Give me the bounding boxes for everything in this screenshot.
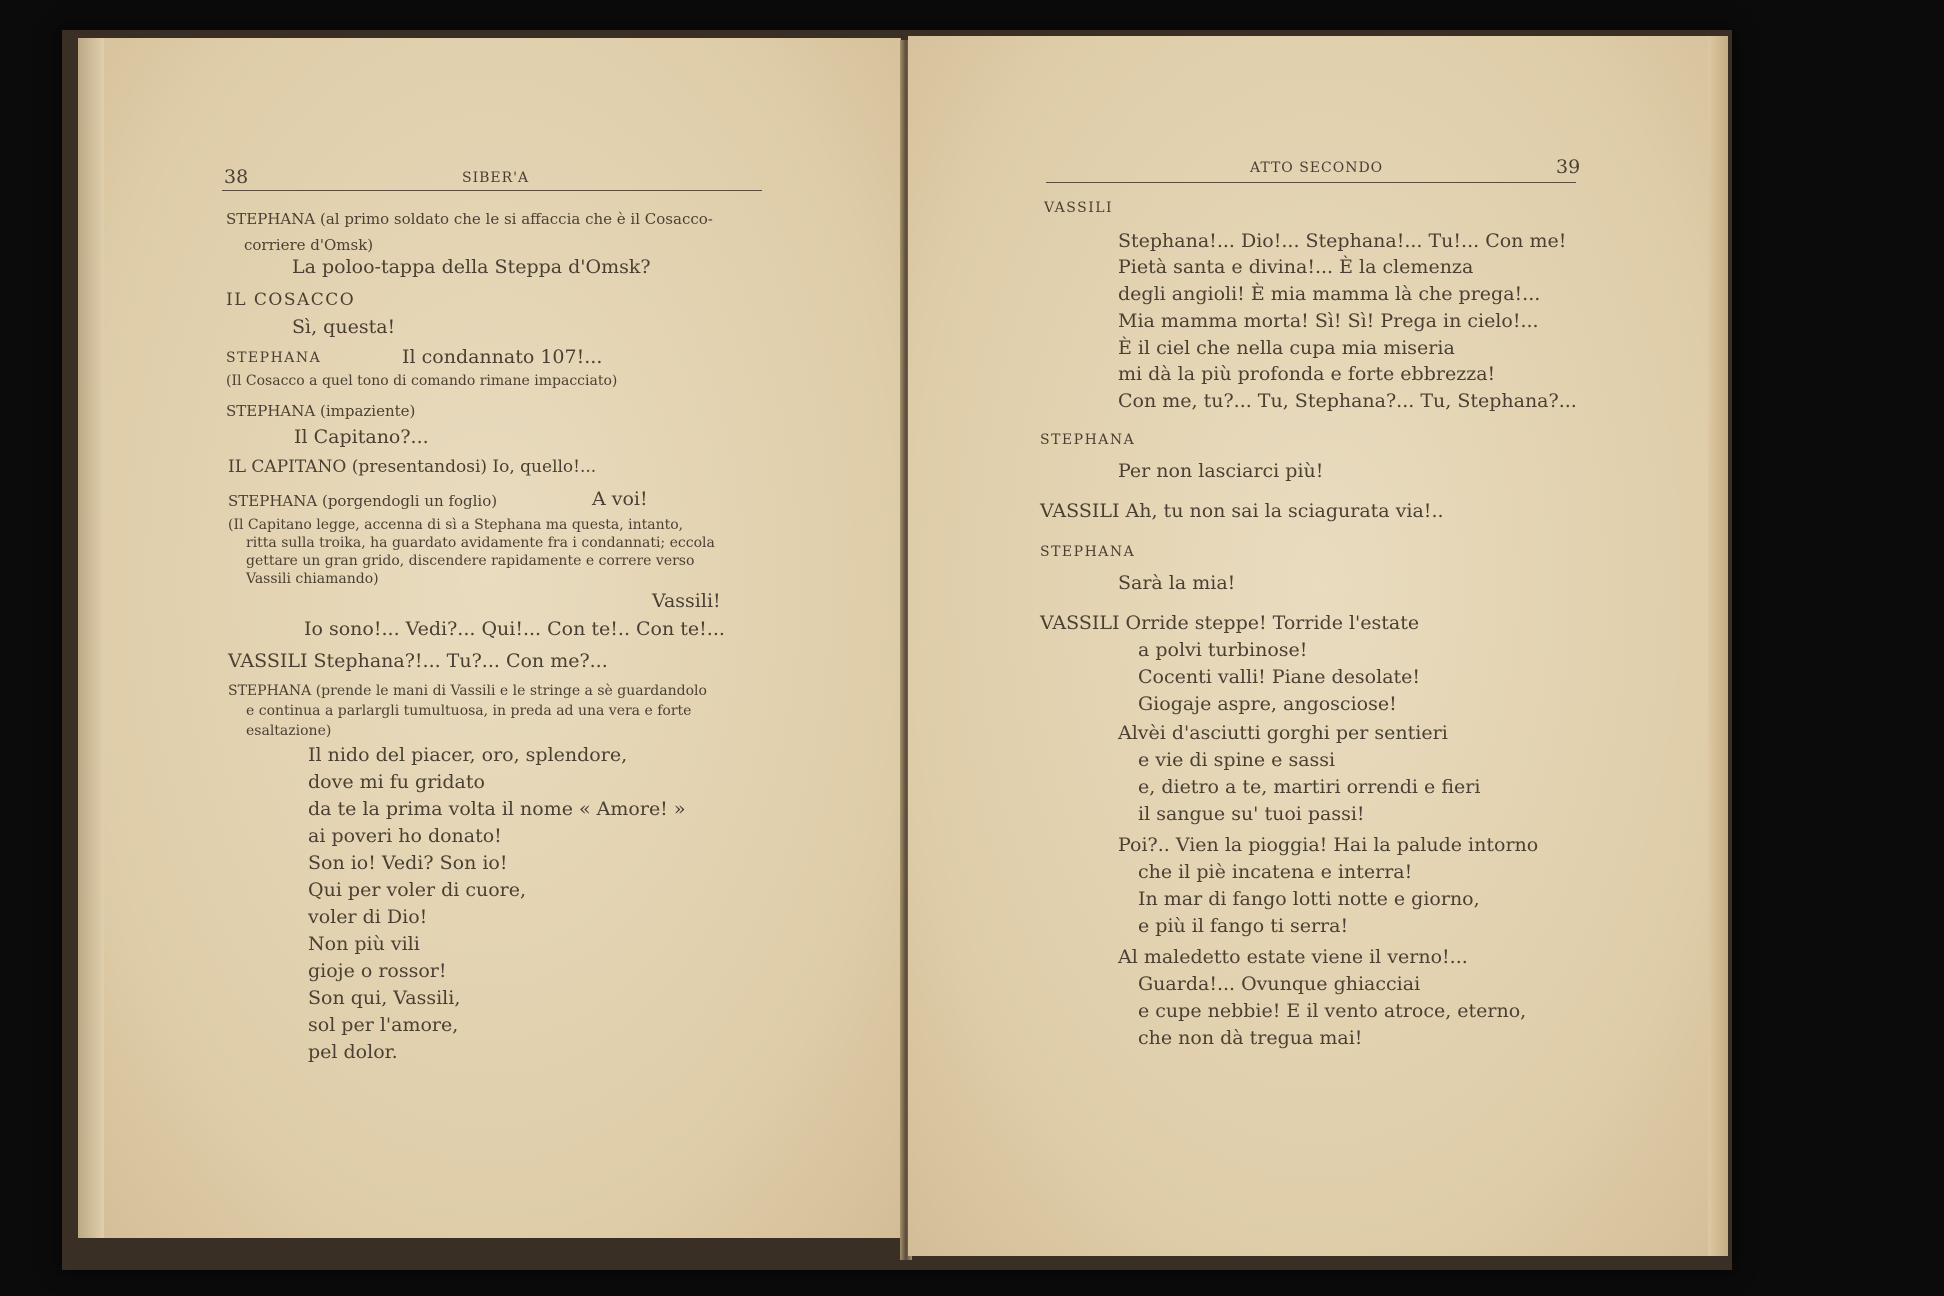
verse-line: pel dolor. xyxy=(308,1041,398,1063)
verse-line: che il piè incatena e interra! xyxy=(1138,861,1413,883)
right-page xyxy=(908,36,1728,1256)
verse-line: gioje o rossor! xyxy=(308,960,447,982)
verse-line: Non più vili xyxy=(308,933,420,955)
verse-line: Al maledetto estate viene il verno!... xyxy=(1118,946,1468,968)
verse-line: Per non lasciarci più! xyxy=(1118,460,1324,482)
verse-line: Sarà la mia! xyxy=(1118,572,1236,594)
verse-line: Son qui, Vassili, xyxy=(308,987,461,1009)
verse-line: In mar di fango lotti notte e giorno, xyxy=(1138,888,1480,910)
verse-line: VASSILI Orride steppe! Torride l'estate xyxy=(1040,612,1420,634)
verse-line: il sangue su' tuoi passi! xyxy=(1138,803,1365,825)
text-line: Vassili! xyxy=(652,590,721,612)
verse-line: e, dietro a te, martiri orrendi e fieri xyxy=(1138,776,1481,798)
verse-line: dove mi fu gridato xyxy=(308,771,485,793)
right-running-head: ATTO SECONDO xyxy=(1250,160,1384,176)
text-line: Vassili chiamando) xyxy=(246,571,379,587)
verse-line: mi dà la più profonda e forte ebbrezza! xyxy=(1118,363,1496,385)
text-line: IL CAPITANO (presentandosi) Io, quello!... xyxy=(228,457,597,477)
text-line: STEPHANA (porgendogli un foglio) xyxy=(228,492,498,510)
text-line: (Il Cosacco a quel tono di comando rimane impacciato) xyxy=(226,373,618,389)
speaker-label: STEPHANA xyxy=(226,350,322,366)
verse-line: e vie di spine e sassi xyxy=(1138,749,1336,771)
text-line: La poloo-tappa della Steppa d'Omsk? xyxy=(292,256,651,278)
verse-line: da te la prima volta il nome « Amore! » xyxy=(308,798,686,820)
verse-line: Mia mamma morta! Sì! Sì! Prega in cielo!... xyxy=(1118,310,1539,332)
right-header-rule xyxy=(1046,182,1576,183)
text-line: STEPHANA (prende le mani di Vassili e le stringe a sè guardandolo xyxy=(228,683,707,699)
verse-line: Pietà santa e divina!... È la clemenza xyxy=(1118,256,1474,278)
verse-line: sol per l'amore, xyxy=(308,1014,459,1036)
verse-line: È il ciel che nella cupa mia miseria xyxy=(1118,337,1455,359)
speaker-label: STEPHANA xyxy=(1040,432,1136,448)
verse-line: Cocenti valli! Piane desolate! xyxy=(1138,666,1421,688)
verse-line: VASSILI Ah, tu non sai la sciagurata via!.. xyxy=(1040,500,1444,522)
verse-line: Son io! Vedi? Son io! xyxy=(308,852,508,874)
verse-line: Qui per voler di cuore, xyxy=(308,879,527,901)
verse-line: voler di Dio! xyxy=(308,906,428,928)
verse-line: Giogaje aspre, angosciose! xyxy=(1138,693,1397,715)
verse-line: Stephana!... Dio!... Stephana!... Tu!... Con me! xyxy=(1118,230,1567,252)
verse-line: che non dà tregua mai! xyxy=(1138,1027,1363,1049)
left-page-number: 38 xyxy=(224,166,249,188)
text-line: ritta sulla troika, ha guardato avidamente fra i condannati; eccola xyxy=(246,535,715,551)
text-line: (Il Capitano legge, accenna di sì a Stephana ma questa, intanto, xyxy=(228,517,684,533)
left-running-head: SIBER'A xyxy=(462,170,530,186)
verse-line: e cupe nebbie! E il vento atroce, eterno, xyxy=(1138,1000,1527,1022)
text-line: gettare un gran grido, discendere rapidamente e correre verso xyxy=(246,553,695,569)
verse-line: ai poveri ho donato! xyxy=(308,825,502,847)
verse-line: degli angioli! È mia mamma là che prega!... xyxy=(1118,283,1541,305)
text-line: Il condannato 107!... xyxy=(402,346,603,368)
text-line: STEPHANA (impaziente) xyxy=(226,402,416,420)
speaker-label: STEPHANA xyxy=(1040,544,1136,560)
text-line: esaltazione) xyxy=(246,723,332,739)
speaker-label: VASSILI xyxy=(1044,200,1114,216)
verse-line: e più il fango ti serra! xyxy=(1138,915,1349,937)
text-line: e continua a parlargli tumultuosa, in preda ad una vera e forte xyxy=(246,703,692,719)
text-line: corriere d'Omsk) xyxy=(244,236,374,254)
text-line: A voi! xyxy=(592,488,648,510)
text-line: Sì, questa! xyxy=(292,316,396,338)
verse-line: Con me, tu?... Tu, Stephana?... Tu, Stephana?... xyxy=(1118,390,1577,412)
left-header-rule xyxy=(222,190,762,191)
text-line: STEPHANA (al primo soldato che le si affaccia che è il Cosacco- xyxy=(226,210,713,228)
text-line: Io sono!... Vedi?... Qui!... Con te!.. Con te!... xyxy=(304,618,725,640)
verse-line: Poi?.. Vien la pioggia! Hai la palude intorno xyxy=(1118,834,1539,856)
right-page-number: 39 xyxy=(1556,156,1581,178)
verse-line: Alvèi d'asciutti gorghi per sentieri xyxy=(1118,722,1448,744)
speaker-label: IL COSACCO xyxy=(226,290,356,310)
verse-line: Guarda!... Ovunque ghiacciai xyxy=(1138,973,1421,995)
verse-line: a polvi turbinose! xyxy=(1138,639,1308,661)
text-line: VASSILI Stephana?!... Tu?... Con me?... xyxy=(228,650,608,672)
text-line: Il Capitano?... xyxy=(294,426,429,448)
verse-line: Il nido del piacer, oro, splendore, xyxy=(308,744,628,766)
